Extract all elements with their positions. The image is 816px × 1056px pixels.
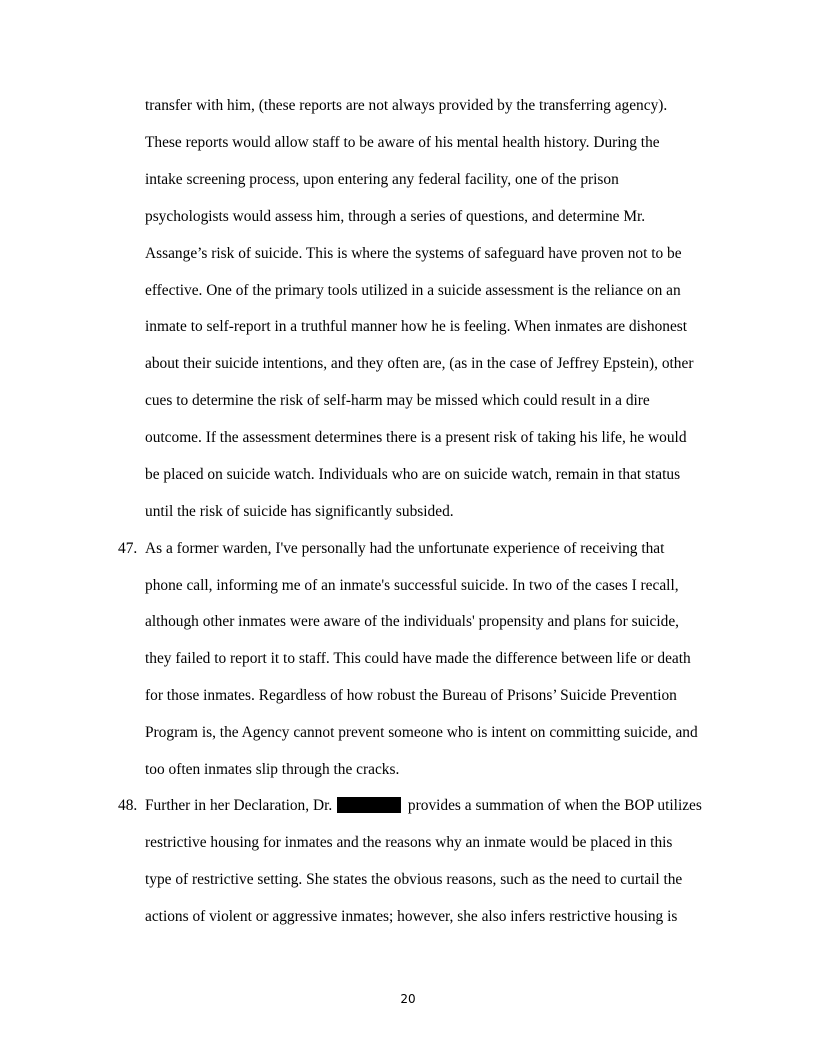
text-line: outcome. If the assessment determines there is a present risk of taking his life, he would	[145, 429, 687, 446]
text-line: about their suicide intentions, and they often are, (as in the case of Jeffrey Epstein), other	[145, 355, 694, 372]
paragraph-number: 48.	[118, 797, 138, 814]
text-line: cues to determine the risk of self-harm may be missed which could result in a dire	[145, 392, 650, 409]
text-line: too often inmates slip through the cracks.	[145, 761, 400, 778]
paragraph-number: 47.	[118, 540, 138, 557]
text-line: restrictive housing for inmates and the reasons why an inmate would be placed in this	[145, 834, 673, 851]
text-line: These reports would allow staff to be aware of his mental health history. During the	[145, 134, 660, 151]
text-fragment: Further in her Declaration, Dr.	[145, 797, 333, 814]
text-line: until the risk of suicide has significantly subsided.	[145, 503, 454, 520]
text-line: intake screening process, upon entering any federal facility, one of the prison	[145, 171, 619, 188]
text-line	[145, 797, 702, 815]
text-line: Assange’s risk of suicide. This is where the systems of safeguard have proven not to be	[145, 245, 682, 262]
text-line: inmate to self-report in a truthful manner how he is feeling. When inmates are dishonest	[145, 318, 688, 335]
redaction-box	[337, 797, 401, 813]
text-line: type of restrictive setting. She states the obvious reasons, such as the need to curtail the	[145, 871, 683, 888]
text-line: be placed on suicide watch. Individuals who are on suicide watch, remain in that status	[145, 466, 681, 483]
text-line: they failed to report it to staff. This could have made the difference between life or death	[145, 650, 691, 667]
text-line: Program is, the Agency cannot prevent someone who is intent on committing suicide, and	[145, 724, 698, 741]
text-line: although other inmates were aware of the individuals' propensity and plans for suicide,	[145, 613, 680, 630]
text-line: actions of violent or aggressive inmates; however, she also infers restrictive housing is	[145, 908, 678, 925]
text-fragment: provides a summation of when the BOP utilizes	[407, 797, 702, 814]
text-line: phone call, informing me of an inmate's successful suicide. In two of the cases I recall,	[145, 577, 679, 594]
text-line: for those inmates. Regardless of how robust the Bureau of Prisons’ Suicide Prevention	[145, 687, 677, 704]
text-line: As a former warden, I've personally had the unfortunate experience of receiving that	[145, 540, 665, 557]
text-line: psychologists would assess him, through a series of questions, and determine Mr.	[145, 208, 646, 225]
text-line: transfer with him, (these reports are not always provided by the transferring agency).	[145, 97, 668, 114]
page-number: 20	[400, 992, 416, 1006]
text-line: effective. One of the primary tools utilized in a suicide assessment is the reliance on an	[145, 282, 681, 299]
